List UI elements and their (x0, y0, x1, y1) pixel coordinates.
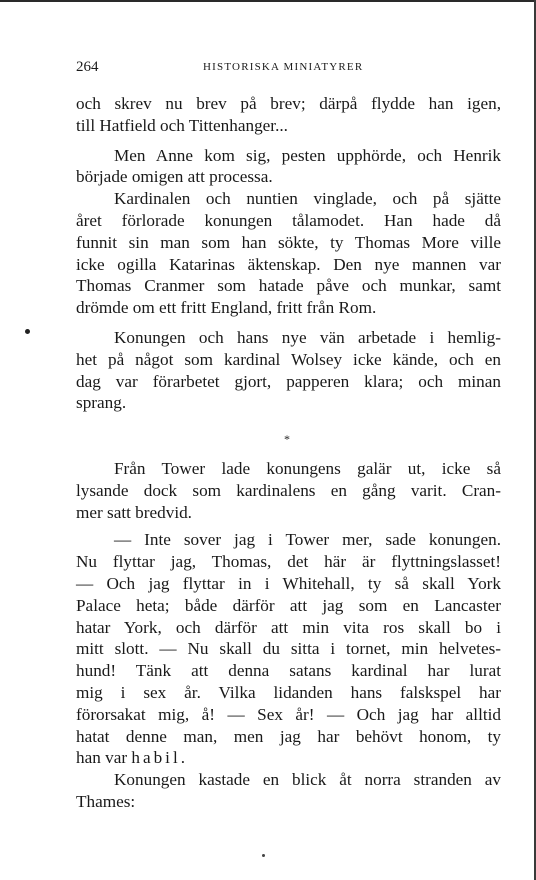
paragraph-3 (76, 188, 501, 319)
text-line: till Hatfield och Tittenhanger... (76, 115, 288, 135)
page-edge-top (0, 0, 536, 2)
text-line: het på något som kardinal Wolsey icke kände, och en (76, 349, 501, 369)
text-line: Men Anne kom sig, pesten upphörde, och Henrik (114, 145, 501, 165)
text-line: Konungen och hans nye vän arbetade i hemlig- (114, 327, 501, 347)
section-two (76, 458, 501, 813)
text-line: sprang. (76, 393, 127, 413)
text-line: hatar York, och därför att min vita ros skall bo i (76, 617, 501, 637)
section-one (76, 93, 501, 414)
text-line: funnit sin man som han sökte, ty Thomas More ville (76, 232, 501, 252)
text-line: Konungen kastade en blick åt norra stranden av (114, 770, 501, 790)
paragraph-4 (76, 327, 501, 414)
text-line: och skrev nu brev på brev; därpå flydde han igen, (76, 94, 501, 113)
text-line: — Och jag flyttar in i Whitehall, ty så skall York (76, 573, 501, 593)
text-line: året förlorade konungen tålamodet. Han hade då (76, 210, 501, 230)
text-line: Palace heta; både därför att jag som en Lancaster (76, 595, 501, 615)
text-line: började omigen att processa. (76, 167, 273, 187)
text-line: mig i sex år. Vilka lidanden hans falskspel har (76, 682, 501, 702)
emphasized-word: habil (131, 748, 181, 768)
text-line: lysande dock som kardinalens en gång varit. Cran- (76, 480, 501, 500)
text-line: hund! Tänk att denna satans kardinal har lurat (76, 661, 501, 681)
paragraph-1 (76, 93, 501, 137)
text-fragment: . (180, 748, 186, 768)
margin-dot (25, 329, 30, 334)
text-line: mitt slott. — Nu skall du sitta i tornet, min helvetes- (76, 639, 501, 659)
text-line: Nu flyttar jag, Thomas, det här är flyttningslasset! (76, 552, 501, 572)
paragraph-6 (76, 529, 501, 769)
text-line: Kardinalen och nuntien vinglade, och på sjätte (114, 189, 501, 209)
text-line (76, 747, 501, 769)
text-line: förorsakat mig, å! — Sex år! — Och jag har alltid (76, 704, 501, 724)
text-line: drömde om ett fritt England, fritt från Rom. (76, 298, 377, 318)
paragraph-7 (76, 769, 501, 813)
text-line: Thames: (76, 791, 136, 811)
bottom-dot (262, 854, 265, 857)
paragraph-2 (76, 145, 501, 189)
text-line: hatat denne man, men jag har behövt honom, ty (76, 726, 501, 746)
paragraph-5 (76, 458, 501, 523)
section-break-asterisk: * (284, 432, 290, 446)
running-head: HISTORISKA MINIATYRER (203, 61, 364, 73)
text-line: Från Tower lade konungens galär ut, icke så (114, 459, 501, 478)
text-line: dag var förarbetet gjort, papperen klara; och minan (76, 371, 501, 391)
page-number: 264 (76, 59, 99, 75)
page-header (76, 59, 501, 79)
text-line: — Inte sover jag i Tower mer, sade konungen. (114, 530, 501, 550)
text-fragment: han var (76, 748, 132, 768)
text-line: mer satt bredvid. (76, 502, 192, 522)
text-line: icke ogilla Katarinas äktenskap. Den nye mannen var (76, 254, 501, 274)
text-line: Thomas Cranmer som hatade påve och munkar, samt (76, 276, 501, 296)
